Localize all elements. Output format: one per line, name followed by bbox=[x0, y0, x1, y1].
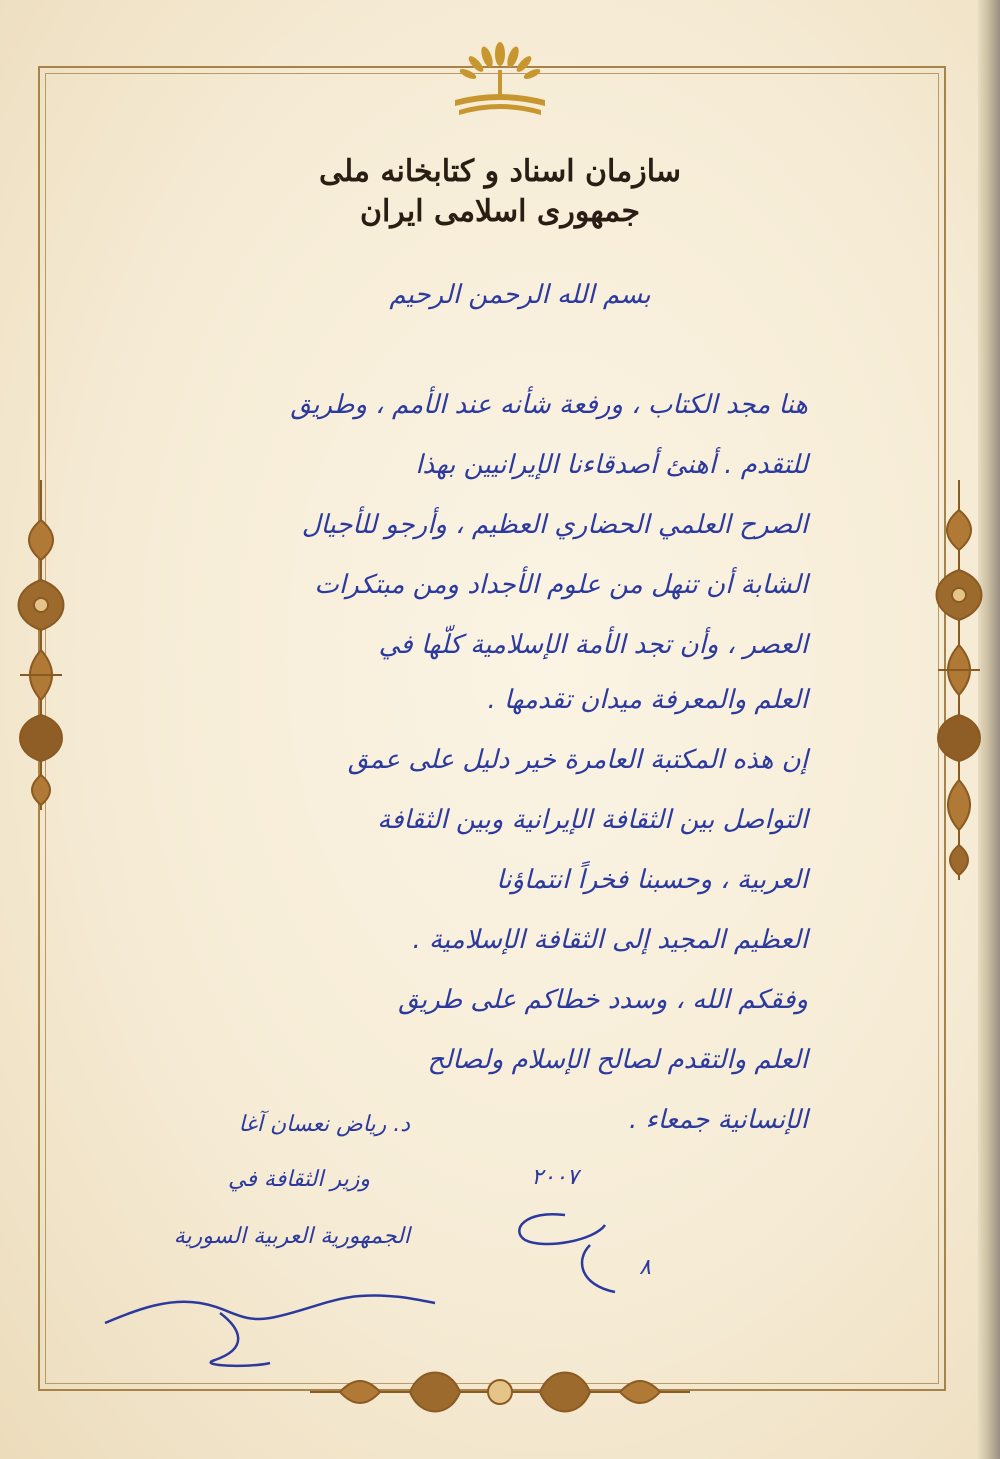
letter-line: للتقدم . أهنئ أصدقاءنا الإيرانيين بهذا bbox=[415, 450, 808, 480]
letter-line: العظيم المجيد إلى الثقافة الإسلامية . bbox=[412, 925, 808, 955]
letter-line: إن هذه المكتبة العامرة خير دليل على عمق bbox=[347, 745, 808, 775]
handwritten-signature-icon bbox=[100, 1268, 440, 1378]
letter-line: هنا مجد الكتاب ، ورفعة شأنه عند الأمم ، وطريق bbox=[290, 390, 808, 420]
letter-line: وفقكم الله ، وسدد خطاكم على طريق bbox=[398, 985, 808, 1015]
signature-name: د. رياض نعسان آغا bbox=[238, 1112, 410, 1137]
tree-book-emblem-icon bbox=[445, 40, 555, 120]
signature-country: الجمهورية العربية السورية bbox=[173, 1224, 410, 1249]
signature-title: وزير الثقافة في bbox=[228, 1167, 370, 1192]
letterhead bbox=[300, 40, 700, 232]
letter-line: الصرح العلمي الحضاري العظيم ، وأرجو للأجيال bbox=[301, 510, 808, 540]
letter-line: العلم والتقدم لصالح الإسلام ولصالح bbox=[427, 1045, 808, 1075]
org-name-line-1: سازمان اسناد و کتابخانه ملی bbox=[318, 154, 682, 189]
date-day: ٨ bbox=[639, 1255, 651, 1280]
letter-line: التواصل بين الثقافة الإيرانية وبين الثقافة bbox=[377, 805, 808, 835]
letter-line: العربية ، وحسبنا فخراً انتماؤنا bbox=[496, 865, 808, 895]
left-floral-ornament-icon bbox=[10, 480, 72, 810]
letter-line: العلم والمعرفة ميدان تقدمها . bbox=[487, 685, 808, 715]
date-year: ٢٠٠٧ bbox=[531, 1165, 579, 1190]
basmala: بسم الله الرحمن الرحيم bbox=[389, 280, 651, 310]
letter-line: الإنسانية جمعاء . bbox=[628, 1105, 808, 1135]
right-floral-ornament-icon bbox=[928, 480, 990, 880]
org-name-line-2: جمهوری اسلامی ایران bbox=[359, 194, 641, 229]
letter-line: العصر ، وأن تجد الأمة الإسلامية كلّها في bbox=[378, 630, 808, 660]
letter-line: الشابة أن تنهل من علوم الأجداد ومن مبتكرات bbox=[314, 570, 808, 600]
